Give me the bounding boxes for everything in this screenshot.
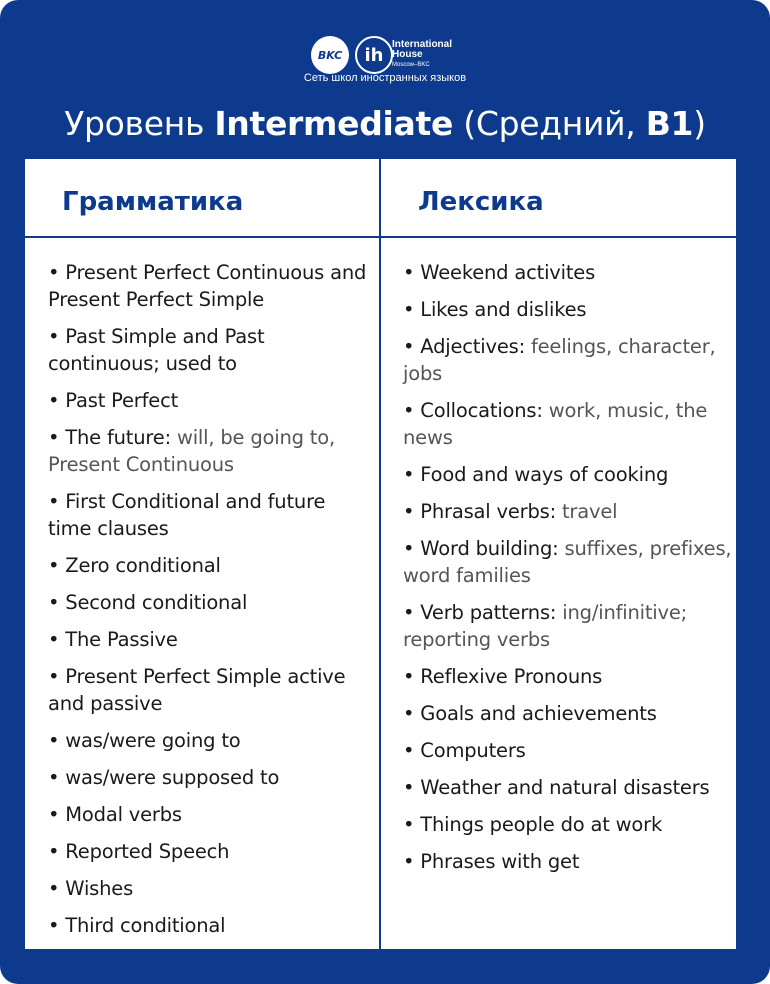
list-item-text: • Phrases with get xyxy=(403,850,580,873)
list-item xyxy=(48,912,368,939)
list-item-text: • Second conditional xyxy=(48,591,248,614)
list-item xyxy=(403,535,733,589)
list-item-text: • Past Perfect xyxy=(48,389,179,412)
list-item xyxy=(48,727,368,754)
list-item-text: • The Passive xyxy=(48,628,178,651)
logo-name-line2: House xyxy=(392,49,423,60)
list-item-text: • Weekend activites xyxy=(403,261,596,284)
list-item-text: • was/were supposed to xyxy=(48,766,280,789)
list-item-text: • Food and ways of cooking xyxy=(403,463,669,486)
list-item-text: • Wishes xyxy=(48,877,134,900)
logo-tagline: Сеть школ иностранных языков xyxy=(303,72,467,84)
list-item xyxy=(48,424,368,478)
list-item xyxy=(403,737,733,764)
list-item-text: • Verb patterns: xyxy=(403,601,563,624)
logo-name-line1: International xyxy=(392,39,453,50)
list-item-text: • Things people do at work xyxy=(403,813,663,836)
list-item xyxy=(48,552,368,579)
title-level: Intermediate xyxy=(214,104,454,143)
list-item-text: • Reflexive Pronouns xyxy=(403,665,603,688)
vocabulary-list xyxy=(403,259,733,885)
list-item-text: • Goals and achievements xyxy=(403,702,657,725)
list-item-text: • First Conditional and future time clauses xyxy=(48,490,326,540)
list-item xyxy=(403,333,733,387)
list-item xyxy=(403,296,733,323)
list-item-text: • Word building: xyxy=(403,537,565,560)
list-item xyxy=(48,387,368,414)
list-item xyxy=(403,848,733,875)
list-item xyxy=(403,774,733,801)
list-item-text: • Collocations: xyxy=(403,399,549,422)
list-item xyxy=(48,875,368,902)
list-item xyxy=(48,764,368,791)
column-divider xyxy=(379,159,381,949)
list-item-text: • Reported Speech xyxy=(48,840,230,863)
logo xyxy=(0,28,770,88)
list-item-text: • Present Perfect Simple active and passive xyxy=(48,665,346,715)
list-item-text: • Likes and dislikes xyxy=(403,298,587,321)
list-item xyxy=(48,589,368,616)
list-item xyxy=(403,397,733,451)
logo-name xyxy=(392,40,452,70)
list-item xyxy=(403,259,733,286)
list-item-detail: work, music, the news xyxy=(403,399,708,449)
list-item xyxy=(48,838,368,865)
list-item xyxy=(403,811,733,838)
title-prefix: Уровень xyxy=(64,104,215,143)
list-item xyxy=(48,626,368,653)
list-item xyxy=(403,599,733,653)
title-middle: (Средний, xyxy=(453,104,646,143)
list-item-text: • Phrasal verbs: xyxy=(403,500,562,523)
title-code: B1 xyxy=(645,104,694,143)
list-item xyxy=(48,323,368,377)
list-item-detail: suffixes, prefixes, word families xyxy=(403,537,732,587)
title-suffix: ) xyxy=(693,104,706,143)
list-item xyxy=(403,663,733,690)
header-divider xyxy=(25,236,736,238)
list-item-text: • Computers xyxy=(403,739,526,762)
list-item-text: • Adjectives: xyxy=(403,335,531,358)
grammar-list xyxy=(48,259,368,949)
list-item-text: • was/were going to xyxy=(48,729,241,752)
list-item xyxy=(48,663,368,717)
logo-name-line3: Moscow–BKC xyxy=(392,62,430,68)
list-item-text: • Weather and natural disasters xyxy=(403,776,710,799)
list-item-detail: feelings, character, jobs xyxy=(403,335,716,385)
grammar-header: Грамматика xyxy=(62,187,244,217)
list-item-text: • Past Simple and Past continuous; used to xyxy=(48,325,265,375)
list-item-text: • Zero conditional xyxy=(48,554,221,577)
list-item xyxy=(48,259,368,313)
list-item xyxy=(48,801,368,828)
list-item xyxy=(403,461,733,488)
list-item-text: • Modal verbs xyxy=(48,803,182,826)
content-card xyxy=(25,159,736,949)
list-item-text: • Third conditional xyxy=(48,914,226,937)
vocabulary-header: Лексика xyxy=(418,187,544,217)
list-item xyxy=(403,498,733,525)
list-item-detail: will, be going to, Present Continuous xyxy=(48,426,335,476)
page-title xyxy=(0,104,770,143)
list-item-detail: ing/infinitive; reporting verbs xyxy=(403,601,688,651)
bkc-logo-icon: BKC xyxy=(311,36,349,74)
logo-badges xyxy=(311,34,391,74)
list-item xyxy=(48,488,368,542)
list-item-text: • Present Perfect Continuous and Present Perfect Simple xyxy=(48,261,367,311)
list-item-detail: travel xyxy=(561,500,618,523)
ih-logo-icon: ih xyxy=(355,36,393,74)
list-item-text: • The future: xyxy=(48,426,177,449)
list-item xyxy=(403,700,733,727)
